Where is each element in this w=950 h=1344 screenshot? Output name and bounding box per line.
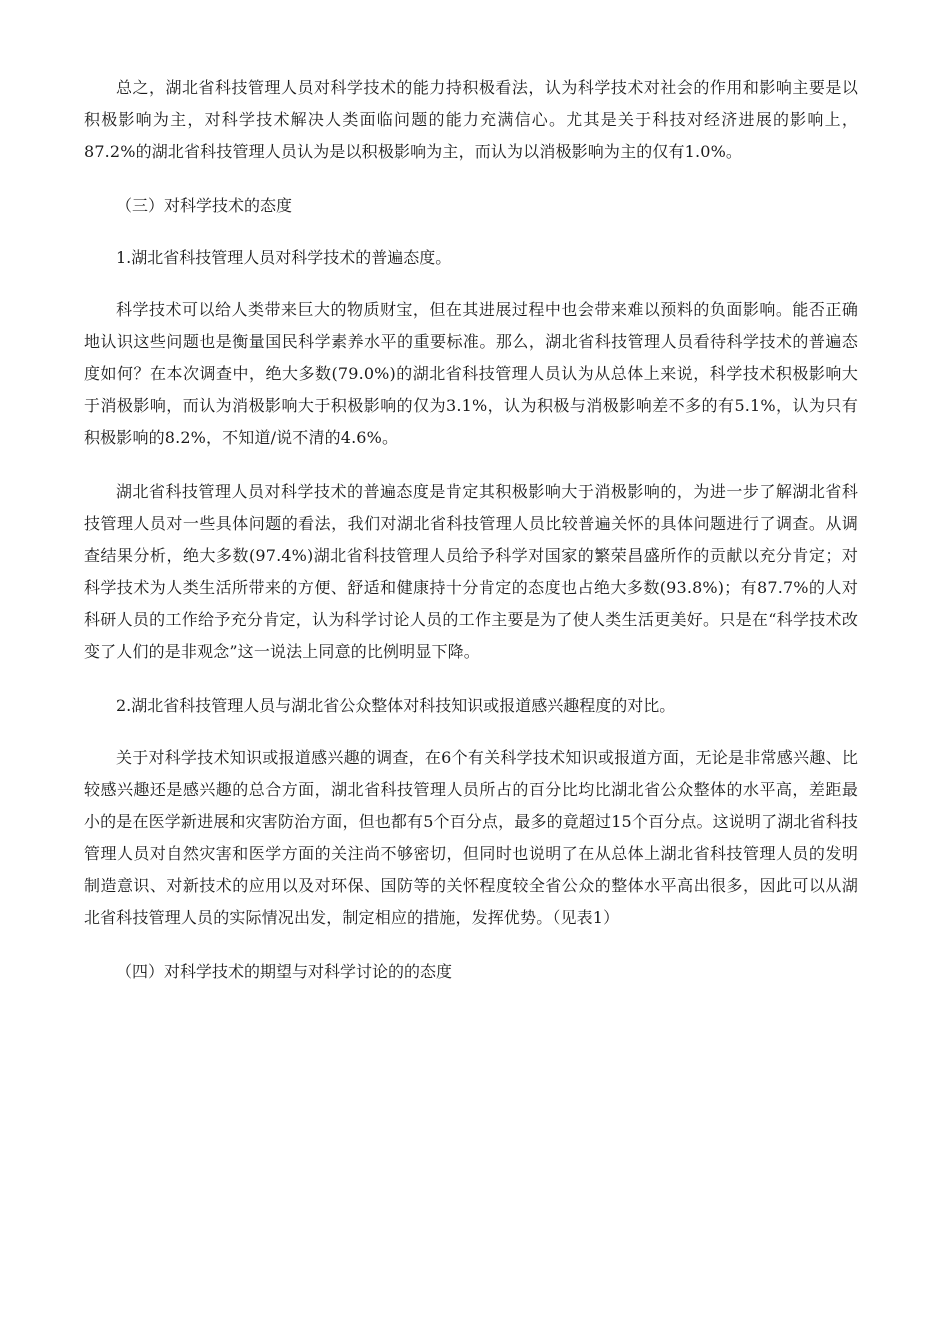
paragraph-summary: 总之，湖北省科技管理人员对科学技术的能力持积极看法，认为科学技术对社会的作用和影响主要是以积极影响为主，对科学技术解决人类面临问题的能力充满信心。尤其是关于科技对经济进展的影响上，87.2%的湖北省科技管理人员认为是以积极影响为主，而认为以消极影响为主的仅有1.0%。: [84, 78, 858, 161]
paragraph-specific-issues: 湖北省科技管理人员对科学技术的普遍态度是肯定其积极影响大于消极影响的，为进一步了解湖北省科技管理人员对一些具体问题的看法，我们对湖北省科技管理人员比较普遍关怀的具体问题进行了调查。从调查结果分析，绝大多数(97.4%)湖北省科技管理人员给予科学对国家的繁荣昌盛所作的贡献以充分肯定；对科学技术为人类生活所带来的方便、舒适和健康持十分肯定的态度也占绝大多数(93.8%)；有87.7%的人对科研人员的工作给予充分肯定，认为科学讨论人员的工作主要是为了使人类生活更美好。只是在“科学技术改变了人们的是非观念”这一说法上同意的比例明显下降。: [84, 482, 858, 661]
paragraph-general-attitude: 科学技术可以给人类带来巨大的物质财宝，但在其进展过程中也会带来难以预料的负面影响。能否正确地认识这些问题也是衡量国民科学素养水平的重要标准。那么，湖北省科技管理人员看待科学技术的普遍态度如何？在本次调查中，绝大多数(79.0%)的湖北省科技管理人员认为从总体上来说，科学技术积极影响大于消极影响，而认为消极影响大于积极影响的仅为3.1%，认为积极与消极影响差不多的有5.1%，认为只有积极影响的8.2%，不知道/说不清的4.6%。: [84, 300, 858, 447]
section-heading-3: （三）对科学技术的态度: [116, 196, 293, 215]
paragraph-interest-comparison: 关于对科学技术知识或报道感兴趣的调查，在6个有关科学技术知识或报道方面，无论是非常感兴趣、比较感兴趣还是感兴趣的总合方面，湖北省科技管理人员所占的百分比均比湖北省公众整体的水平高，差距最小的是在医学新进展和灾害防治方面，但也都有5个百分点，最多的竟超过15个百分点。这说明了湖北省科技管理人员对自然灾害和医学方面的关注尚不够密切，但同时也说明了在从总体上湖北省科技管理人员的发明制造意识、对新技术的应用以及对环保、国防等的关怀程度较全省公众的整体水平高出很多，因此可以从湖北省科技管理人员的实际情况出发，制定相应的措施，发挥优势。（见表1）: [84, 748, 858, 927]
subheading-1: 1.湖北省科技管理人员对科学技术的普遍态度。: [116, 248, 452, 267]
subheading-2: 2.湖北省科技管理人员与湖北省公众整体对科技知识或报道感兴趣程度的对比。: [116, 696, 676, 715]
section-heading-4: （四）对科学技术的期望与对科学讨论的的态度: [116, 962, 453, 981]
